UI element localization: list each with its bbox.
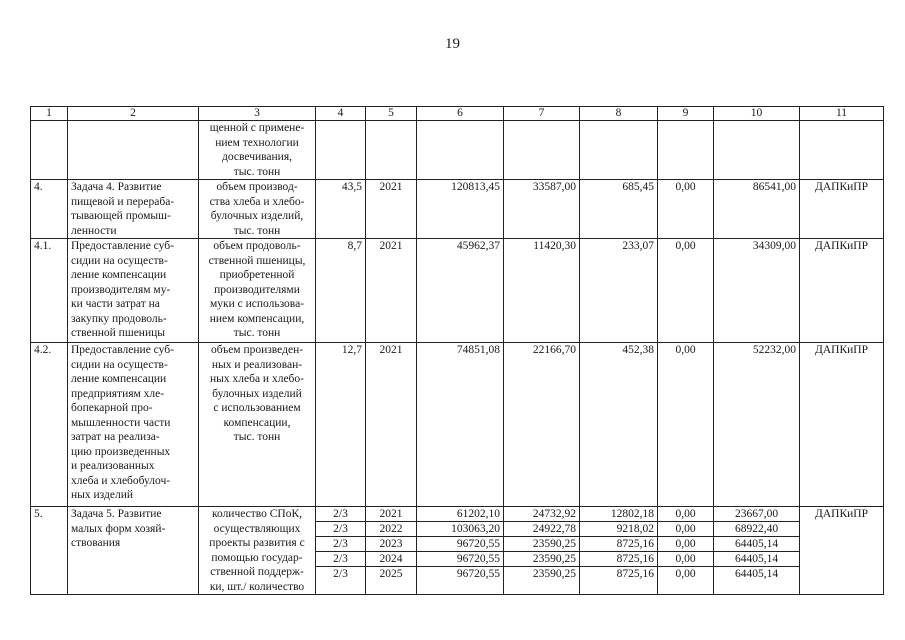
regional-by-year: 12802,18 [580,507,657,522]
row-indicator: объем продоволь- ственной пшеницы, приобретенной производителями муки с использова- нием компенсации, тыс. тонн [199,239,316,343]
regional-by-year: 8725,16 [580,552,657,567]
row-regional-values [580,507,658,595]
total-by-year: 61202,10 [417,507,503,522]
row-indicator: объем произведен- ных и реализован- ных хлеба и хлебо- булочных изделий с использованием компенсации, тыс. тонн [199,343,316,507]
header-cell-7: 7 [504,107,580,121]
year: 2025 [379,568,403,580]
row-executor: ДАПКиПР [800,507,884,595]
row-number: 4.1. [31,239,68,343]
row-other: 52232,00 [714,343,800,507]
local-by-year: 0,00 [658,552,713,567]
federal-by-year: 23590,25 [532,568,576,580]
row-year: 2021 [366,180,417,239]
header-cell-1: 1 [31,107,68,121]
other-by-year: 68922,40 [714,522,799,537]
year-value: 2/3 [316,522,365,537]
other-by-year: 64405,14 [734,568,779,580]
row-title: Задача 5. Развитие малых форм хозяй- ствования [68,507,199,595]
header-row [31,107,884,121]
row-local: 0,00 [658,239,714,343]
total-by-year: 96720,55 [417,537,503,552]
total-by-year: 96720,55 [417,552,503,567]
year-value: 2/3 [333,568,348,580]
year: 2021 [366,507,416,522]
federal-by-year: 23590,25 [504,552,579,567]
table-row [31,507,884,595]
federal-by-year: 23590,25 [504,537,579,552]
row-value: 43,5 [316,180,366,239]
regional-by-year: 8725,16 [616,568,654,580]
row-other [714,121,800,180]
year-value: 2/3 [316,552,365,567]
header-cell-6: 6 [417,107,504,121]
row-other: 34309,00 [714,239,800,343]
row-indicator: объем производ- ства хлеба и хлебо- булочных изделий, тыс. тонн [199,180,316,239]
row-local-values [658,507,714,595]
row-regional: 685,45 [580,180,658,239]
year-value: 2/3 [316,537,365,552]
row-number [31,121,68,180]
row-local [658,121,714,180]
header-cell-5: 5 [366,107,417,121]
row-total: 45962,37 [417,239,504,343]
row-federal: 11420,30 [504,239,580,343]
year-value: 2/3 [316,507,365,522]
row-indicator: щенной с примене- нием технологии досвечивания, тыс. тонн [199,121,316,180]
row-regional [580,121,658,180]
other-by-year: 64405,14 [714,552,799,567]
row-regional: 452,38 [580,343,658,507]
row-indicator: количество СПоК, осуществляющих проекты развития с помощью государ- ственной поддерж- ки, шт./ количество [199,507,316,595]
local-by-year: 0,00 [658,537,713,552]
table-row [31,121,884,180]
row-number: 4.2. [31,343,68,507]
total-by-year: 96720,55 [456,568,500,580]
program-table [30,106,884,595]
local-by-year: 0,00 [658,507,713,522]
table-row [31,343,884,507]
federal-by-year: 24732,92 [504,507,579,522]
row-totals [417,507,504,595]
row-year: 2021 [366,343,417,507]
row-federal [504,121,580,180]
row-value: 12,7 [316,343,366,507]
row-title: Предоставление суб- сидии на осуществ- ление компенсации предприятиям хле- бопекарной про- мышленности части затрат на реализа- цию произведенных и реализованных хлеба и хлебобулоч- ных изделий [68,343,199,507]
table-row [31,239,884,343]
row-year: 2021 [366,239,417,343]
row-number: 4. [31,180,68,239]
row-year [366,121,417,180]
page-number: 19 [445,36,460,52]
other-by-year: 23667,00 [714,507,799,522]
row-local: 0,00 [658,180,714,239]
row-other: 86541,00 [714,180,800,239]
row-federal: 33587,00 [504,180,580,239]
row-regional: 233,07 [580,239,658,343]
federal-by-year: 24922,78 [504,522,579,537]
row-executor: ДАПКиПР [800,239,884,343]
year: 2024 [366,552,416,567]
header-cell-10: 10 [714,107,800,121]
row-executor [800,121,884,180]
header-cell-11: 11 [800,107,884,121]
header-cell-3: 3 [199,107,316,121]
header-cell-4: 4 [316,107,366,121]
header-cell-8: 8 [580,107,658,121]
row-other-values [714,507,800,595]
table-row [31,180,884,239]
row-value: 8,7 [316,239,366,343]
row-total: 120813,45 [417,180,504,239]
row-values-by-year [316,507,366,595]
row-federal-values [504,507,580,595]
row-title: Предоставление суб- сидии на осуществ- ление компенсации производителям му- ки части затрат на закупку продоволь- ственной пшеницы [68,239,199,343]
row-total: 74851,08 [417,343,504,507]
row-number: 5. [31,507,68,595]
row-total [417,121,504,180]
row-title [68,121,199,180]
row-title: Задача 4. Развитие пищевой и перераба- тывающей промыш- ленности [68,180,199,239]
regional-by-year: 9218,02 [580,522,657,537]
local-by-year: 0,00 [675,568,696,580]
year: 2022 [366,522,416,537]
row-local: 0,00 [658,343,714,507]
local-by-year: 0,00 [658,522,713,537]
row-years [366,507,417,595]
other-by-year: 64405,14 [714,537,799,552]
header-cell-9: 9 [658,107,714,121]
regional-by-year: 8725,16 [580,537,657,552]
row-federal: 22166,70 [504,343,580,507]
year: 2023 [366,537,416,552]
row-executor: ДАПКиПР [800,343,884,507]
total-by-year: 103063,20 [417,522,503,537]
row-executor: ДАПКиПР [800,180,884,239]
header-cell-2: 2 [68,107,199,121]
row-value [316,121,366,180]
